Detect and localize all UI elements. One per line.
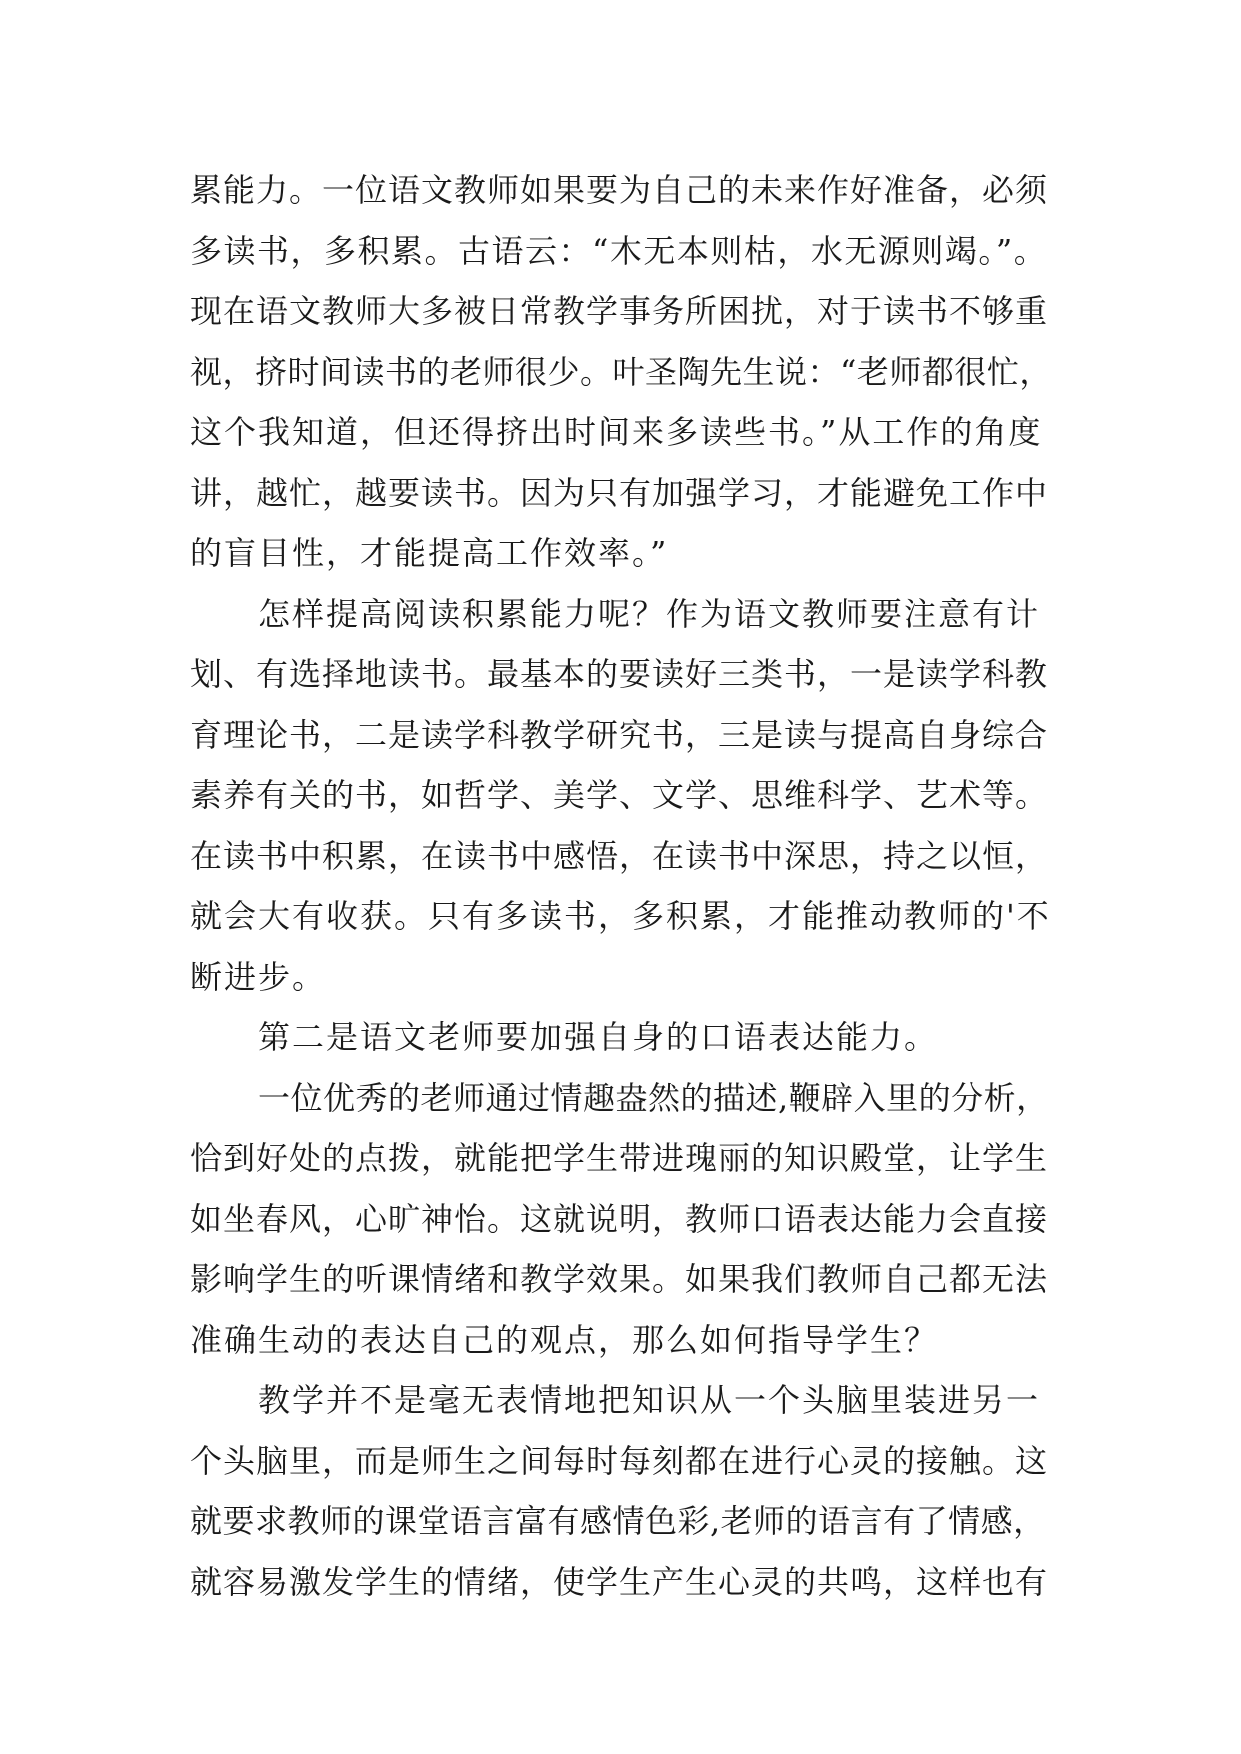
text-line: 素养有关的书，如哲学、美学、文学、思维科学、艺术等。: [190, 776, 1049, 814]
text-line: 一位优秀的老师通过情趣盎然的描述,鞭辟入里的分析，: [258, 1078, 1049, 1117]
text-line: 在读书中积累，在读书中感悟，在读书中深思，持之以恒，: [190, 836, 1049, 875]
text-line: 育理论书，二是读学科教学研究书，三是读与提高自身综合: [190, 715, 1049, 754]
text-line: 第二是语文老师要加强自身的口语表达能力。: [258, 1018, 939, 1056]
text-line: 恰到好处的点拨，就能把学生带进瑰丽的知识殿堂，让学生: [190, 1139, 1049, 1177]
text-line: 怎样提高阅读积累能力呢？作为语文教师要注意有计: [258, 594, 1041, 633]
text-line: 就要求教师的课堂语言富有感情色彩,老师的语言有了情感，: [190, 1502, 1046, 1540]
text-line: 划、有选择地读书。最基本的要读好三类书，一是读学科教: [190, 655, 1049, 693]
text-line: 这个我知道，但还得挤出时间来多读些书。”从工作的角度: [190, 413, 1043, 451]
text-line: 教学并不是毫无表情地把知识从一个头脑里装进另一: [258, 1381, 1041, 1419]
text-line: 就容易激发学生的情绪，使学生产生心灵的共鸣，这样也有: [190, 1562, 1049, 1601]
text-line: 个头脑里，而是师生之间每时每刻都在进行心灵的接触。这: [190, 1441, 1049, 1480]
text-line: 讲，越忙，越要读书。因为只有加强学习，才能避免工作中: [190, 473, 1049, 512]
text-line: 就会大有收获。只有多读书，多积累，才能推动教师的'不: [190, 897, 1051, 935]
text-line: 现在语文教师大多被日常教学事务所困扰，对于读书不够重: [190, 292, 1049, 330]
text-line: 影响学生的听课情绪和教学效果。如果我们教师自己都无法: [190, 1260, 1049, 1298]
text-line: 视，挤时间读书的老师很少。叶圣陶先生说：“老师都很忙，: [190, 352, 1052, 391]
text-line: 多读书，多积累。古语云：“木无本则枯，水无源则竭。”。: [190, 231, 1048, 270]
text-line: 断进步。: [190, 957, 327, 996]
text-line: 准确生动的表达自己的观点，那么如何指导学生？: [190, 1320, 939, 1359]
text-line: 累能力。一位语文教师如果要为自己的未来作好准备，必须: [190, 171, 1049, 209]
text-line: 的盲目性，才能提高工作效率。”: [190, 534, 669, 572]
document-body: [190, 160, 1050, 1612]
text-line: 如坐春风，心旷神怡。这就说明，教师口语表达能力会直接: [190, 1199, 1049, 1238]
